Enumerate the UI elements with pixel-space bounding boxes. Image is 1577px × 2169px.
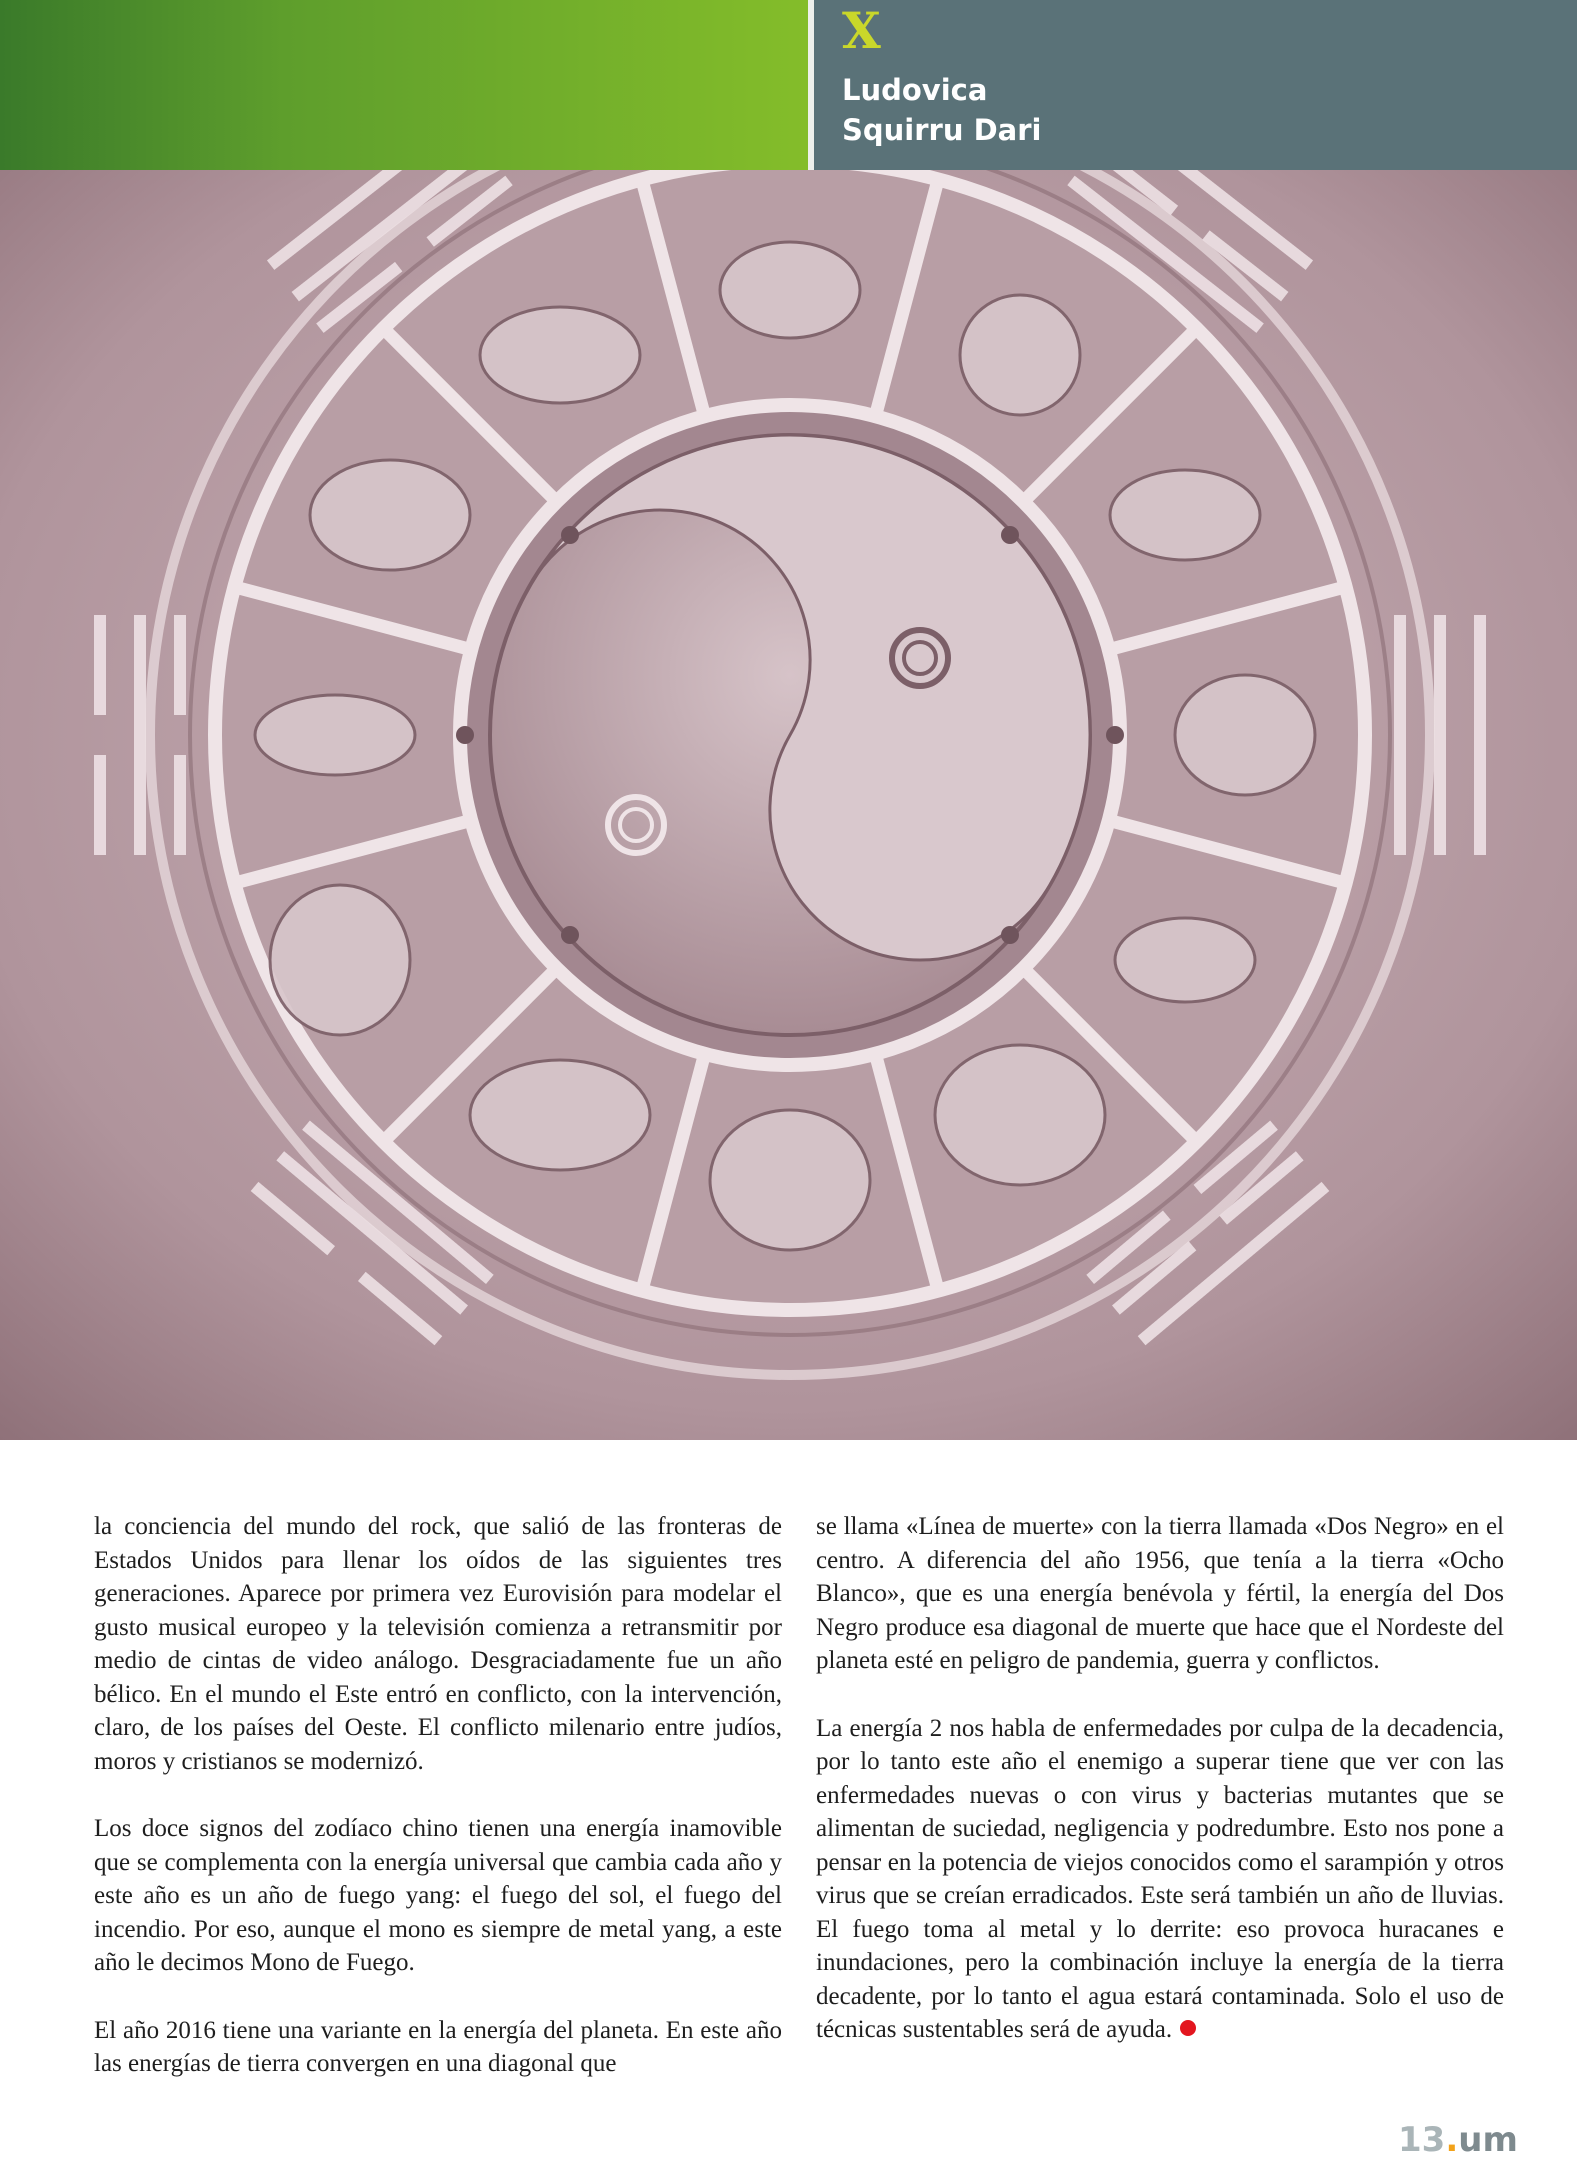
article-paragraph: Los doce signos del zodíaco chino tienen una energía inamovible que se complementa con la energía universal que cambia cada año y este año es un año de fuego yang: el fuego del sol, el fuego del incendio. Por eso, aunque el mono es siempre de metal yang, a este año le decimos Mono de Fuego. <box>94 1815 782 1976</box>
page-number: 13 <box>1398 2120 1446 2160</box>
author-first-name: Ludovica <box>842 73 988 107</box>
header-green-band <box>0 0 808 170</box>
article-column-left <box>94 1510 782 2115</box>
article-paragraph: se llama «Línea de muerte» con la tierra llamada «Dos Negro» en el centro. A diferencia del año 1956, que tenía a la tierra «Ocho Blanco», que es una energía benévola y fértil, la energía del Dos Negro produce esa diagonal de muerte que hace que el Nordeste del planeta esté en peligro de pandemia, guerra y conflictos. <box>816 1513 1504 1674</box>
page-folio <box>1398 2120 1518 2160</box>
zodiac-relief-illustration <box>0 170 1577 1440</box>
hero-image-chinese-zodiac-relief <box>0 170 1577 1440</box>
author-byline <box>842 70 1041 150</box>
section-letter: X <box>842 1 881 60</box>
article-paragraph: la conciencia del mundo del rock, que salió de las fronteras de Estados Unidos para llenar los oídos de las siguientes tres generaciones. Aparece por primera vez Eurovisión para modelar el gusto musical europeo y la televisión comienza a retransmitir por medio de cintas de video análogo. Desgraciadamente fue un año bélico. En el mundo el Este entró en conflicto, con la intervención, claro, de los países del Oeste. El conflicto milenario entre judíos, moros y cristianos se modernizó. <box>94 1513 782 1775</box>
article-paragraph: El año 2016 tiene una variante en la energía del planeta. En este año las energías de tierra convergen en una diagonal que <box>94 2016 782 2077</box>
author-last-name: Squirru Dari <box>842 113 1042 147</box>
folio-dot: . <box>1445 2120 1459 2160</box>
article-paragraph-final <box>816 1712 1504 2047</box>
article-paragraph-text: La energía 2 nos habla de enfermedades por culpa de la decadencia, por lo tanto este año el enemigo a superar tiene que ver con las enfermedades nuevas o con virus y bacterias mutantes que se alimentan de suciedad, negligencia y podredumbre. Esto nos pone a pensar en la potencia de viejos conocidos como el sarampión y otros virus que se creían erradicados. Este será también un año de lluvias. El fuego toma al metal y lo derrite: eso provoca huracanes e inundaciones, pero la combinación incluye la energía de la tierra decadente, por lo tanto el agua estará contaminada. Solo el uso de técnicas sustentables será de ayuda. <box>816 1714 1504 2043</box>
end-of-article-dot <box>1180 2020 1196 2036</box>
article-column-right <box>816 1510 1504 2081</box>
magazine-brand: um <box>1458 2120 1518 2160</box>
